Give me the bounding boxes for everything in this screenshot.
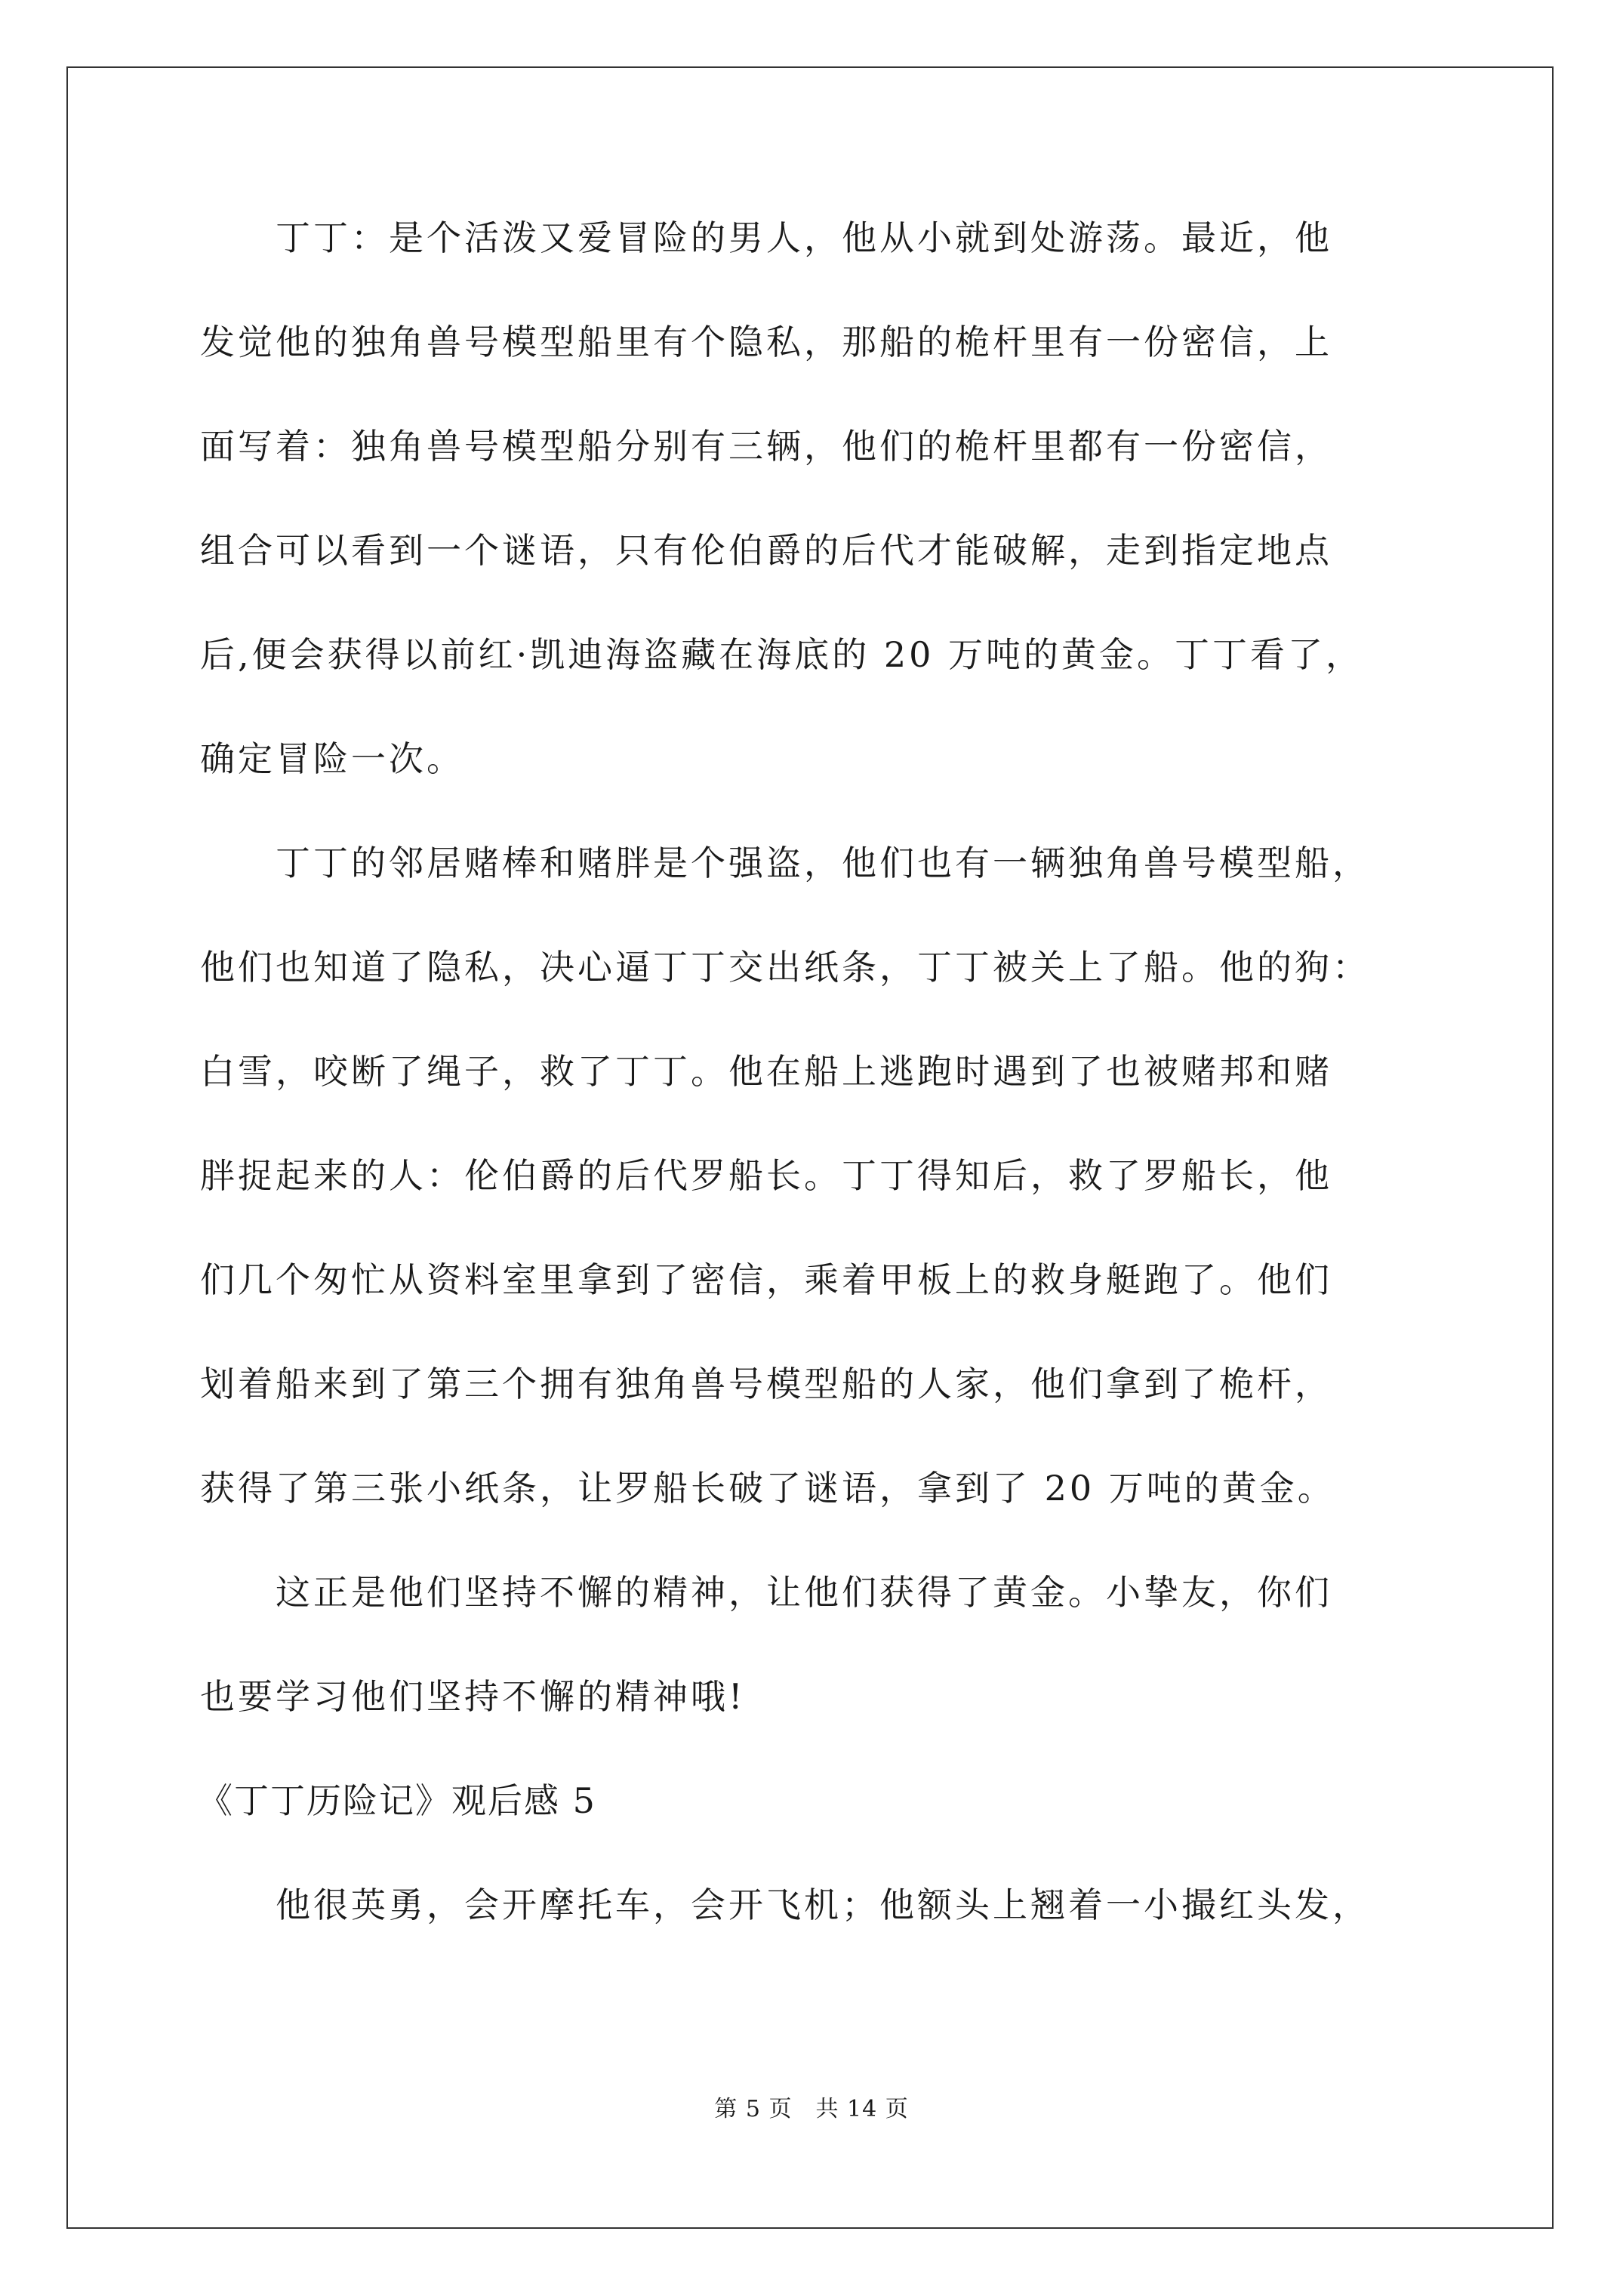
text-line: 组合可以看到一个谜语，只有伦伯爵的后代才能破解，走到指定地点 <box>200 530 1332 571</box>
document-body <box>200 219 1438 1990</box>
text-line: 发觉他的独角兽号模型船里有个隐私，那船的桅杆里有一份密信，上 <box>200 322 1332 362</box>
text-line: 他很英勇，会开摩托车，会开飞机；他额头上翘着一小撮红头发， <box>276 1885 1370 1925</box>
text-line: 们几个匆忙从资料室里拿到了密信，乘着甲板上的救身艇跑了。他们 <box>200 1259 1332 1300</box>
text-line: 面写着：独角兽号模型船分别有三辆，他们的桅杆里都有一份密信， <box>200 426 1332 467</box>
text-line: 划着船来到了第三个拥有独角兽号模型船的人家，他们拿到了桅杆， <box>200 1364 1332 1404</box>
text-line: 确定冒险一次。 <box>200 738 464 779</box>
text-line: 这正是他们坚持不懈的精神，让他们获得了黄金。小挚友，你们 <box>276 1572 1332 1613</box>
text-line: 胖捉起来的人：伦伯爵的后代罗船长。丁丁得知后，救了罗船长，他 <box>200 1155 1332 1196</box>
text-line: 白雪，咬断了绳子，救了丁丁。他在船上逃跑时遇到了也被赌邦和赌 <box>200 1051 1332 1092</box>
text-line: 获得了第三张小纸条，让罗船长破了谜语，拿到了 20 万吨的黄金。 <box>200 1468 1335 1509</box>
text-line: 丁丁：是个活泼又爱冒险的男人，他从小就到处游荡。最近，他 <box>276 217 1332 258</box>
text-line: 丁丁的邻居赌棒和赌胖是个强盗，他们也有一辆独角兽号模型船， <box>276 843 1370 883</box>
section-heading: 《丁丁历险记》观后感 5 <box>198 1780 596 1821</box>
text-line: 后,便会获得以前红·凯迪海盗藏在海底的 20 万吨的黄金。丁丁看了， <box>200 634 1364 675</box>
text-line: 他们也知道了隐私，决心逼丁丁交出纸条，丁丁被关上了船。他的狗： <box>200 947 1370 988</box>
page-footer: 第 5 页 共 14 页 <box>714 2096 909 2122</box>
text-line: 也要学习他们坚持不懈的精神哦! <box>200 1676 746 1717</box>
